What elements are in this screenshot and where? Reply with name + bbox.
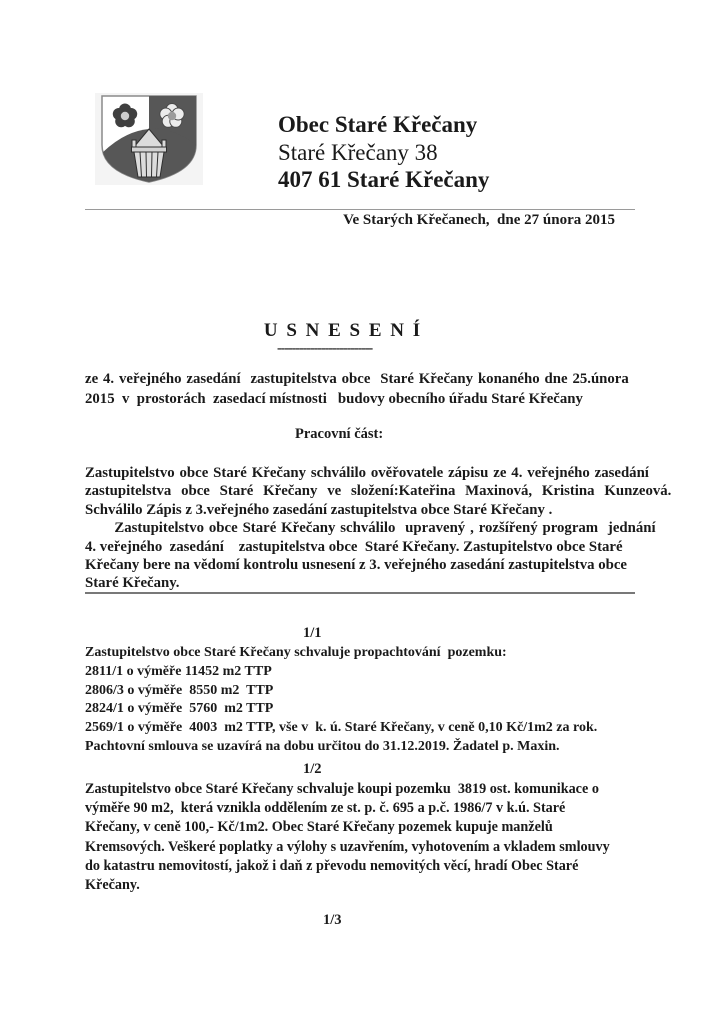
coat-of-arms-icon bbox=[95, 93, 203, 185]
letterhead bbox=[278, 111, 489, 194]
text-line: Zastupitelstvo obce Staré Křečany schvaluje koupi pozemku 3819 ost. komunikace o bbox=[85, 781, 599, 797]
section-separator-line bbox=[85, 592, 635, 594]
title-underline: -------------------------- bbox=[277, 341, 373, 356]
text-line: 2811/1 o výměře 11452 m2 TTP bbox=[85, 663, 272, 679]
text-line: zastupitelstva obce Staré Křečany ve složení:Kateřina Maxinová, Kristina Kunzeová. bbox=[85, 483, 672, 500]
working-part-paragraph bbox=[85, 464, 672, 593]
text-line: ze 4. veřejného zasedání zastupitelstva obce Staré Křečany konaného dne 25.února bbox=[85, 371, 629, 387]
text-line: Zastupitelstvo obce Staré Křečany schvaluje propachtování pozemku: bbox=[85, 645, 507, 660]
section-1-2-paragraph bbox=[85, 780, 645, 895]
postal-address: 407 61 Staré Křečany bbox=[278, 167, 490, 192]
section-number-1-1: 1/1 bbox=[303, 625, 322, 641]
text-line: 2569/1 o výměře 4003 m2 TTP, vše v k. ú. Staré Křečany, v ceně 0,10 Kč/1m2 za rok. bbox=[85, 720, 598, 736]
municipality-name: Obec Staré Křečany bbox=[278, 112, 478, 137]
section-number-1-2: 1/2 bbox=[303, 761, 322, 777]
header-separator-line bbox=[85, 209, 635, 210]
text-line: Zastupitelstvo obce Staré Křečany schválilo ověřovatele zápisu ze 4. veřejného zasedání bbox=[85, 465, 649, 481]
text-line: 2015 v prostorách zasedací místnosti budovy obecního úřadu Staré Křečany bbox=[85, 390, 583, 407]
text-line: Křečany, v ceně 100,- Kč/1m2. Obec Staré Křečany pozemek kupuje manželů bbox=[85, 819, 553, 836]
page-number: 1/3 bbox=[323, 912, 342, 928]
document-title: U S N E S E N Í bbox=[263, 320, 423, 341]
text-line: Křečany. bbox=[85, 877, 140, 894]
text-line: Kremsových. Veškeré poplatky a výlohy s uzavřením, vyhotovením a vkladem smlouvy bbox=[85, 838, 610, 855]
text-line: Zastupitelstvo obce Staré Křečany schválilo upravený , rozšířený program jednání bbox=[85, 520, 656, 537]
working-part-heading: Pracovní část: bbox=[295, 426, 384, 442]
dateline: Ve Starých Křečanech, dne 27 února 2015 bbox=[343, 212, 615, 228]
text-line: Křečany bere na vědomí kontrolu usnesení z 3. veřejného zasedání zastupitelstva obce bbox=[85, 557, 627, 574]
text-line: výměře 90 m2, která vznikla oddělením ze st. p. č. 695 a p.č. 1986/7 v k.ú. Staré bbox=[85, 800, 566, 817]
text-line: Staré Křečany. bbox=[85, 575, 180, 592]
intro-paragraph bbox=[85, 370, 637, 409]
section-1-1-paragraph bbox=[85, 644, 645, 757]
text-line: Pachtovní smlouva se uzavírá na dobu určitou do 31.12.2019. Žadatel p. Maxin. bbox=[85, 738, 560, 754]
text-line: do katastru nemovitostí, jakož i daň z převodu nemovitých věcí, hradí Obec Staré bbox=[85, 857, 579, 874]
text-line: 2824/1 o výměře 5760 m2 TTP bbox=[85, 701, 274, 717]
text-line: Schválilo Zápis z 3.veřejného zasedání zastupitelstva obce Staré Křečany . bbox=[85, 501, 553, 518]
street-address: Staré Křečany 38 bbox=[278, 139, 438, 165]
text-line: 2806/3 o výměře 8550 m2 TTP bbox=[85, 682, 274, 698]
text-line: 4. veřejného zasedání zastupitelstva obce Staré Křečany. Zastupitelstvo obce Staré bbox=[85, 538, 623, 555]
